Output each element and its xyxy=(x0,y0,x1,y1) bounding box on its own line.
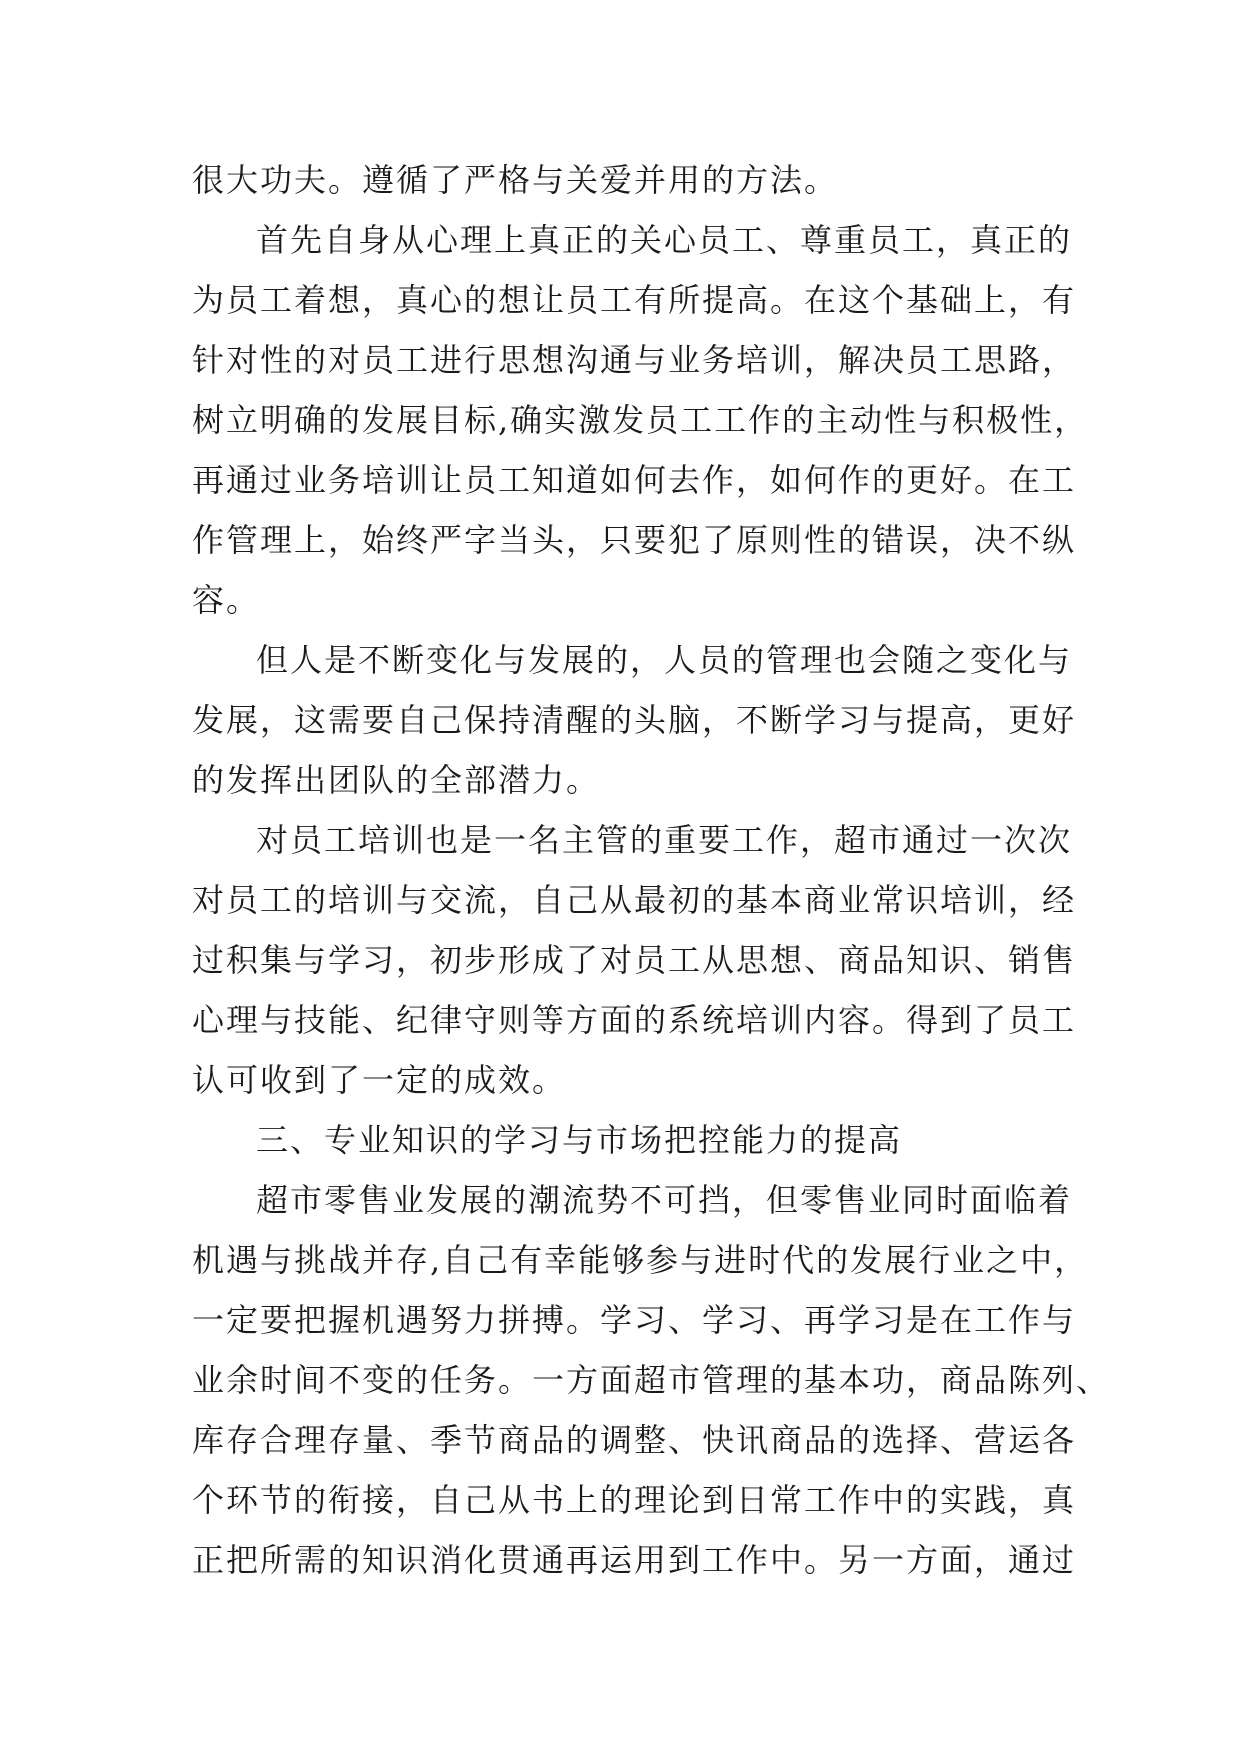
text-line: 个环节的衔接，自己从书上的理论到日常工作中的实践，真 xyxy=(192,1481,1077,1519)
text-line: 容。 xyxy=(192,581,261,619)
section-heading: 三、专业知识的学习与市场把控能力的提高 xyxy=(256,1121,903,1159)
text-line: 心理与技能、纪律守则等方面的系统培训内容。得到了员工 xyxy=(192,1001,1077,1039)
text-line: 过积集与学习，初步形成了对员工从思想、商品知识、销售 xyxy=(192,941,1077,979)
text-line: 发展，这需要自己保持清醒的头脑，不断学习与提高，更好 xyxy=(192,701,1077,739)
text-line: 的发挥出团队的全部潜力。 xyxy=(192,761,601,799)
text-line: 针对性的对员工进行思想沟通与业务培训，解决员工思路， xyxy=(192,341,1077,379)
text-line: 业余时间不变的任务。一方面超市管理的基本功，商品陈列、 xyxy=(192,1361,1111,1399)
text-line: 为员工着想，真心的想让员工有所提高。在这个基础上，有 xyxy=(192,281,1077,319)
text-line: 作管理上，始终严字当头，只要犯了原则性的错误，决不纵 xyxy=(192,521,1077,559)
text-line: 再通过业务培训让员工知道如何去作，如何作的更好。在工 xyxy=(192,461,1077,499)
text-line: 认可收到了一定的成效。 xyxy=(192,1061,567,1099)
text-line: 库存合理存量、季节商品的调整、快讯商品的选择、营运各 xyxy=(192,1421,1077,1459)
text-line: 机遇与挑战并存,自己有幸能够参与进时代的发展行业之中， xyxy=(192,1241,1089,1279)
text-line: 正把所需的知识消化贯通再运用到工作中。另一方面，通过 xyxy=(192,1541,1077,1579)
text-line: 树立明确的发展目标,确实激发员工工作的主动性与积极性， xyxy=(192,401,1089,439)
document-body xyxy=(192,150,1111,1590)
text-line: 对员工的培训与交流，自己从最初的基本商业常识培训，经 xyxy=(192,881,1077,919)
paragraph-start-line: 但人是不断变化与发展的，人员的管理也会随之变化与 xyxy=(256,641,1073,679)
paragraph-start-line: 首先自身从心理上真正的关心员工、尊重员工，真正的 xyxy=(256,221,1073,259)
text-line: 一定要把握机遇努力拼搏。学习、学习、再学习是在工作与 xyxy=(192,1301,1077,1339)
paragraph-start-line: 超市零售业发展的潮流势不可挡，但零售业同时面临着 xyxy=(256,1181,1073,1219)
paragraph-start-line: 对员工培训也是一名主管的重要工作，超市通过一次次 xyxy=(256,821,1073,859)
text-line: 很大功夫。遵循了严格与关爱并用的方法。 xyxy=(192,161,839,199)
